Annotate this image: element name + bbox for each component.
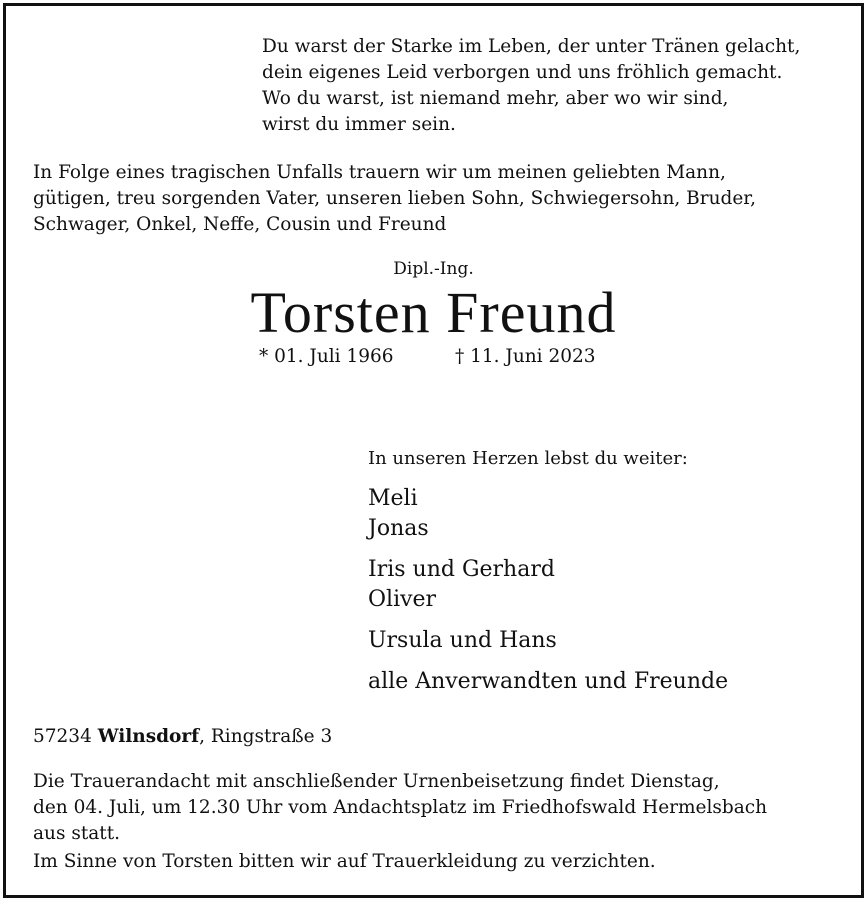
service-info: [33, 769, 843, 847]
intro-line: gütigen, treu sorgenden Vater, unseren lieben Sohn, Schwiegersohn, Bruder,: [33, 188, 756, 209]
family-member: Iris und Gerhard: [368, 557, 555, 582]
death-date: † 11. Juni 2023: [455, 346, 596, 367]
poem-line: Du warst der Starke im Leben, der unter Tränen gelacht,: [262, 36, 801, 57]
address-street: , Ringstraße 3: [199, 726, 333, 747]
family-member: Jonas: [368, 516, 429, 541]
family-member: alle Anverwandten und Freunde: [368, 669, 729, 694]
intro-line: In Folge eines tragischen Unfalls trauern wir um meinen geliebten Mann,: [33, 162, 726, 183]
address-city: Wilnsdorf: [97, 726, 200, 747]
birth-date: * 01. Juli 1966: [259, 346, 394, 367]
poem-line: wirst du immer sein.: [262, 114, 456, 135]
family-group: [368, 555, 555, 615]
poem-line: Wo du warst, ist niemand mehr, aber wo wir sind,: [262, 88, 729, 109]
address-zip: 57234: [33, 726, 92, 747]
service-line: aus statt.: [33, 823, 121, 844]
family-group: [368, 484, 429, 544]
service-line: den 04. Juli, um 12.30 Uhr vom Andachtsplatz im Friedhofswald Hermelsbach: [33, 797, 768, 818]
family-member: Oliver: [368, 587, 437, 612]
family-group: [368, 626, 557, 656]
family-group: [368, 667, 728, 697]
service-line: Die Trauerandacht mit anschließender Urnenbeisetzung findet Dienstag,: [33, 771, 720, 792]
poem: [262, 34, 800, 138]
poem-line: dein eigenes Leid verborgen und uns fröhlich gemacht.: [262, 62, 783, 83]
deceased-name: Torsten Freund: [250, 280, 617, 345]
academic-title: Dipl.-Ing.: [393, 259, 474, 279]
family-member: Ursula und Hans: [368, 628, 557, 653]
closing-request: Im Sinne von Torsten bitten wir auf Trauerkleidung zu verzichten.: [33, 851, 656, 872]
obituary-notice: [3, 3, 864, 898]
intro-line: Schwager, Onkel, Neffe, Cousin und Freund: [33, 214, 447, 235]
family-member: Meli: [368, 486, 418, 511]
survivors-heading: In unseren Herzen lebst du weiter:: [368, 448, 688, 469]
intro-text: [33, 160, 833, 238]
address: [33, 726, 332, 747]
